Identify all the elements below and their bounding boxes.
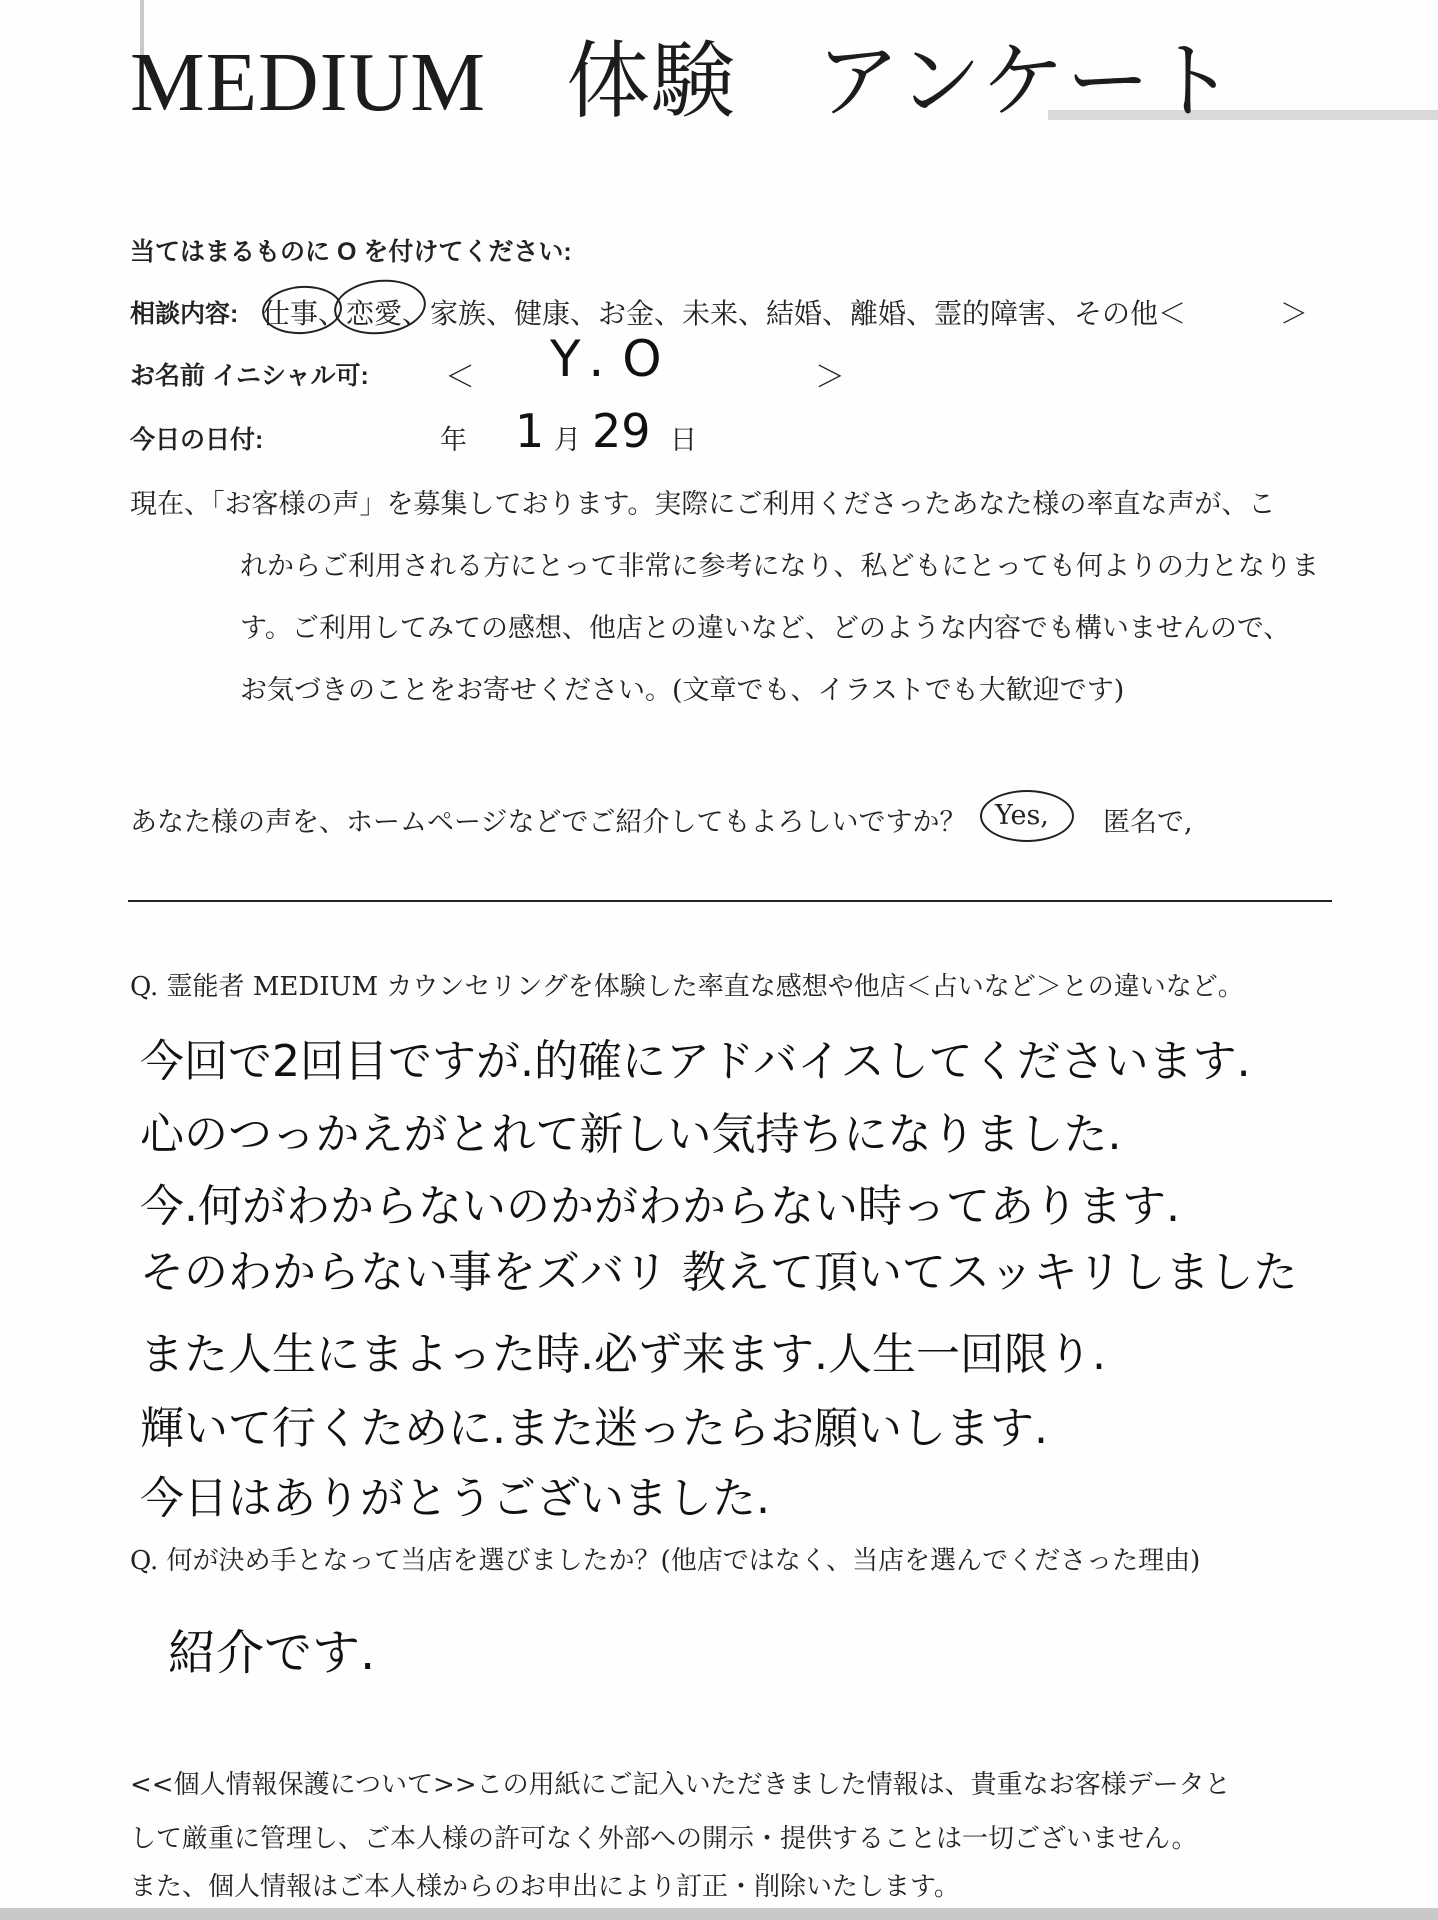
instruction-text: 当てはまるものに O を付けてください:: [130, 238, 572, 266]
scan-edge: [0, 0, 144, 60]
q1-answer-line: そのわからない事をズバリ 教えて頂いてスッキリしました: [140, 1247, 1298, 1298]
name-close-bracket: ＞: [815, 360, 845, 395]
topic-options: 仕事、恋愛、家族、健康、お金、未来、結婚、離婚、霊的障害、その他＜: [262, 297, 1187, 330]
intro-line-4: お気づきのことをお寄せください。(文章でも、イラストでも大歓迎です): [240, 675, 1125, 706]
privacy-line-1: <<個人情報保護について>>この用紙にご記入いただきました情報は、貴重なお客様データと: [130, 1770, 1231, 1800]
q1-answer-line: 輝いて行くために.また迷ったらお願いします.: [140, 1403, 1048, 1454]
section-divider: [128, 900, 1332, 902]
q1-answer-line: 心のつっかえがとれて新しい気持ちになりました.: [140, 1109, 1122, 1160]
name-open-bracket: ＜: [445, 360, 475, 395]
consent-question: あなた様の声を、ホームページなどでご紹介してもよろしいですか？: [130, 807, 967, 838]
q2-answer: 紹介です.: [168, 1625, 376, 1681]
name-label: お名前 イニシャル可:: [130, 362, 369, 390]
scan-bottom-edge: [0, 1908, 1438, 1920]
date-month-unit: 月: [554, 425, 581, 456]
intro-line-3: す。ご利用してみての感想、他店との違いなど、どのような内容でも構いませんので、: [240, 613, 1291, 644]
title-brand: MEDIUM: [130, 36, 486, 129]
topic-close-bracket: ＞: [1280, 297, 1309, 330]
q1-answer-line: 今.何がわからないのかがわからない時ってあります.: [140, 1181, 1180, 1232]
title-word-survey: アンケート: [816, 36, 1236, 129]
consent-anonymous: 匿名で,: [1103, 807, 1193, 838]
topic-label: 相談内容:: [130, 300, 239, 328]
q1-question: Q. 霊能者 MEDIUM カウンセリングを体験した率直な感想や他店＜占いなど＞との違いなど。: [130, 972, 1244, 1002]
privacy-line-3: また、個人情報はご本人様からのお申出により訂正・削除いたします。: [130, 1872, 960, 1902]
privacy-line-2: して厳重に管理し、ご本人様の許可なく外部への開示・提供することは一切ございません。: [130, 1824, 1198, 1854]
q1-answer-line: 今回で2回目ですが.的確にアドバイスしてくださいます.: [140, 1036, 1251, 1087]
q1-answer-line: 今日はありがとうございました.: [140, 1473, 770, 1524]
intro-line-1: 現在、「お客様の声」を募集しております。実際にご利用くださったあなた様の率直な声が、こ: [130, 489, 1276, 520]
q2-question: Q. 何が決め手となって当店を選びましたか？(他店ではなく、当店を選んでくださった理由): [130, 1546, 1201, 1576]
q1-answer-line: また人生にまよった時.必ず来ます.人生一回限り.: [140, 1329, 1106, 1380]
circle-mark-yes: [980, 790, 1074, 842]
date-year-unit: 年: [440, 425, 467, 456]
date-day-unit: 日: [670, 425, 697, 456]
title-word-taiken: 体験: [566, 36, 737, 129]
intro-line-2: れからご利用される方にとって非常に参考になり、私どもにとっても何よりの力となりま: [240, 551, 1319, 582]
date-label: 今日の日付:: [130, 426, 264, 454]
date-day-value: 29: [592, 404, 651, 458]
page-title: [130, 14, 1236, 135]
name-value: Y.O: [550, 330, 680, 388]
date-month-value: 1: [515, 404, 545, 458]
consent-answer: Yes,: [995, 800, 1049, 831]
